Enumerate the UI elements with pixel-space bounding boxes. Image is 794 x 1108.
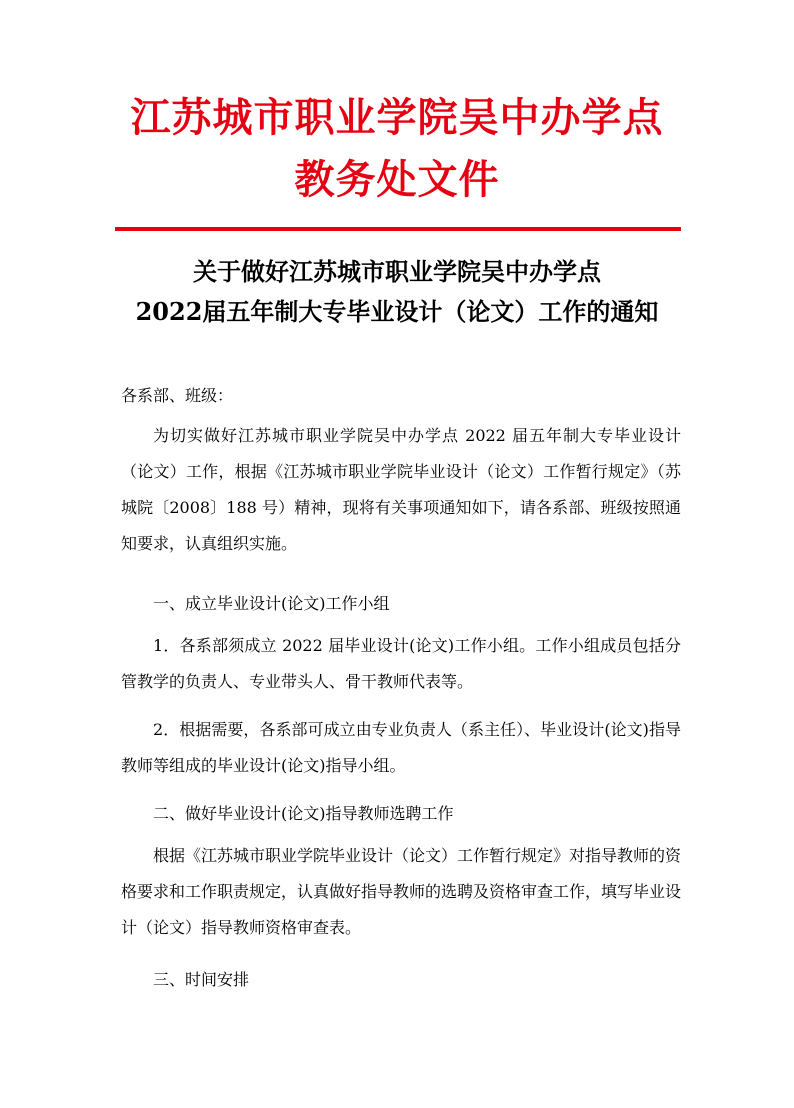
- section2-paragraph: 根据《江苏城市职业学院毕业设计（论文）工作暂行规定》对指导教师的资格要求和工作职责规定，认真做好指导教师的选聘及资格审查工作，填写毕业设计（论文）指导教师资格审查表。: [121, 846, 682, 937]
- intro-paragraph: 为切实做好江苏城市职业学院吴中办学点 2022 届五年制大专毕业设计（论文）工作，根据《江苏城市职业学院毕业设计（论文）工作暂行规定》（苏城院〔2008〕188 号）精神，现将有关事项通知如下，请各系部、班级按照通知要求，认真组织实施。: [121, 426, 681, 553]
- notice-title-line1: 关于做好江苏城市职业学院吴中办学点: [193, 257, 601, 286]
- header-doc-type: 教务处文件: [294, 156, 500, 203]
- section1-heading: 一、成立毕业设计(论文)工作小组: [153, 594, 390, 613]
- section2-heading: 二、做好毕业设计(论文)指导教师选聘工作: [153, 804, 454, 823]
- header-org-name: 江苏城市职业学院吴中办学点: [130, 94, 664, 141]
- notice-title-line2: 2022届五年制大专毕业设计（论文）工作的通知: [135, 297, 659, 326]
- salutation: 各系部、班级：: [121, 386, 234, 405]
- section3-heading: 三、时间安排: [153, 970, 250, 989]
- section1-item1: 1．各系部须成立 2022 届毕业设计(论文)工作小组。工作小组成员包括分管教学的负责人、专业带头人、骨干教师代表等。: [121, 636, 681, 691]
- section1-item2: 2．根据需要，各系部可成立由专业负责人（系主任）、毕业设计(论文)指导教师等组成的毕业设计(论文)指导小组。: [121, 720, 681, 775]
- red-divider-line: [115, 227, 681, 231]
